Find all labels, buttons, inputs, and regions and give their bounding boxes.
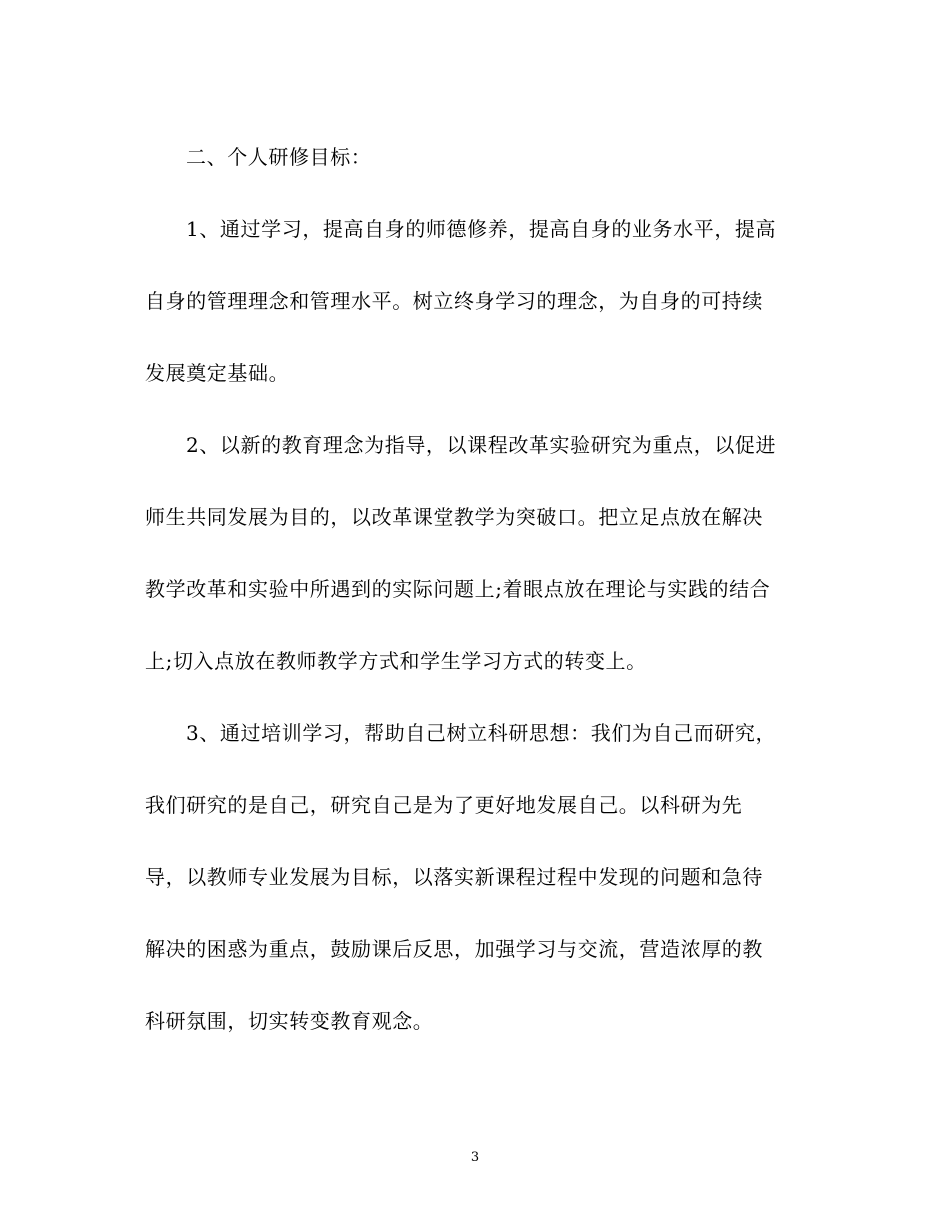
page-number: 3 <box>470 1150 480 1165</box>
paragraph-line: 发展奠定基础。 <box>145 361 290 385</box>
paragraph-line: 解决的困惑为重点，鼓励课后反思，加强学习与交流，营造浓厚的教 <box>145 937 763 961</box>
paragraph-line: 1、通过学习，提高自身的师德修养，提高自身的业务水平，提高 <box>186 217 777 241</box>
paragraph-line: 上;切入点放在教师教学方式和学生学习方式的转变上。 <box>145 649 647 673</box>
paragraph-line: 自身的管理理念和管理水平。树立终身学习的理念，为自身的可持续 <box>145 289 763 313</box>
paragraph-line: 科研氛围，切实转变教育观念。 <box>145 1009 434 1033</box>
paragraph-line: 我们研究的是自己，研究自己是为了更好地发展自己。以科研为先 <box>145 793 743 817</box>
section-heading: 二、个人研修目标： <box>186 145 372 169</box>
paragraph-line: 导，以教师专业发展为目标，以落实新课程过程中发现的问题和急待 <box>145 865 763 889</box>
paragraph-line: 教学改革和实验中所遇到的实际问题上;着眼点放在理论与实践的结合 <box>145 577 771 601</box>
paragraph-line: 3、通过培训学习，帮助自己树立科研思想：我们为自己而研究， <box>186 721 777 745</box>
paragraph-line: 2、以新的教育理念为指导，以课程改革实验研究为重点，以促进 <box>186 433 777 457</box>
paragraph-line: 师生共同发展为目的，以改革课堂教学为突破口。把立足点放在解决 <box>145 505 763 529</box>
